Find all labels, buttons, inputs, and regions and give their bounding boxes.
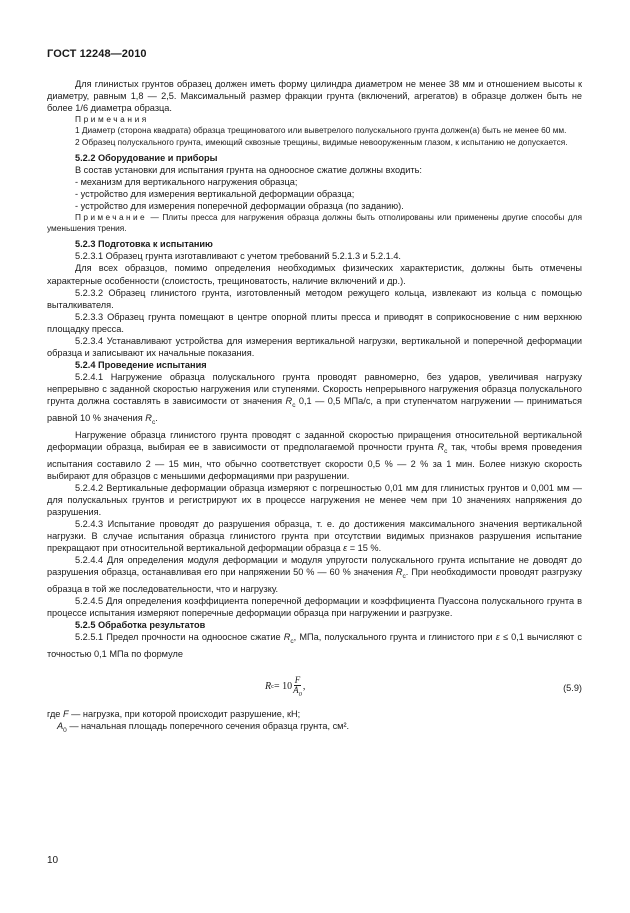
note-label: Примечание	[75, 211, 148, 222]
list-item-3: - устройство для измерения поперечной деформации образца (по заданию).	[75, 200, 404, 211]
note-text: — Плиты пресса для нагружения образца должны быть отполированы или применены другие способы для уменьшения трения.	[47, 211, 582, 234]
paragraph-5-2-3-2: 5.2.3.2 Образец глинистого грунта, изготовленный методом режущего кольца, извлекают из кольца с помощью выталкивателя.	[47, 287, 582, 310]
paragraph-5-2-3-1: 5.2.3.1 Образец грунта изготавливают с учетом требований 5.2.1.3 и 5.2.1.4.	[75, 251, 401, 262]
symbol-epsilon: ε	[343, 543, 348, 553]
paragraph-5-2-3-1b: Для всех образцов, помимо определения необходимых физических характеристик, должны быть отмечены характерные особенности (слоистость, трещиноватость, наличие включений и др.).	[47, 263, 582, 286]
section-heading-5-2-5: 5.2.5 Обработка результатов	[75, 620, 206, 631]
note-equipment	[47, 212, 582, 234]
formula-number: (5.9)	[563, 683, 582, 694]
list-item-1: - механизм для вертикального нагружения образца;	[75, 176, 298, 187]
note-item-2: 2 Образец полускального грунта, имеющий сквозные трещины, видимые невооруженным глазом, к испытанию не допускается.	[75, 136, 568, 147]
paragraph-5-2-4-2: 5.2.4.2 Вертикальные деформации образца измеряют с погрешностью 0,01 мм для глинистых грунтов и 0,001 мм — для полускальных грунтов и регистрируют их в процессе нагружения не менее чем при 10 значениях напряжения до разрушения.	[47, 482, 582, 517]
formula-fraction: $\frac{F}{A_0}$	[293, 675, 302, 698]
paragraph-5-2-5-1: 5.2.5.1 Предел прочности на одноосное сжатие $R_c$, МПа, полускального грунта и глинистого при ε ≤ 0,1 вычисляют с точностью 0,1 МПа по формуле	[47, 632, 582, 660]
note-item-1: 1 Диаметр (сторона квадрата) образца трещиноватого или выветрелого полускального грунта должен(а) быть не менее 60 мм.	[75, 125, 567, 136]
paragraph-5-2-3-4: 5.2.3.4 Устанавливают устройства для измерения вертикальной нагрузки, вертикальной и поперечной деформации образца и записывают их начальные показания.	[47, 335, 582, 358]
paragraph-5-2-4-3: 5.2.4.3 Испытание проводят до разрушения образца, т. е. до достижения максимального значения вертикальной нагрузки. В случае испытания образца глинистого грунта при отсутствии видимых признаков разрушения испытание прекращают при относительной вертикальной деформации образца ε = 15 %.	[47, 518, 582, 553]
page-number: 10	[47, 855, 59, 866]
symbol-r: R	[395, 567, 403, 578]
section-heading-5-2-4: 5.2.4 Проведение испытания	[75, 359, 207, 370]
list-item-2: - устройство для измерения вертикальной деформации образца;	[75, 188, 355, 199]
formula-row	[47, 672, 582, 702]
section-heading-5-2-2: 5.2.2 Оборудование и приборы	[75, 152, 218, 163]
formula-legend	[47, 708, 582, 737]
paragraph-intro: Для глинистых грунтов образец должен иметь форму цилиндра диаметром не менее 38 мм и отношением высоты к диаметру, равным 1,8 — 2,5. Максимальный размер фракции грунта (включений, агрегатов) в образце должен быть не более 1/6 диаметра образца.	[47, 79, 582, 114]
formula-5-9: R c = 10 $\frac{F}{A_0}$ ,	[265, 675, 306, 698]
document-header: ГОСТ 12248—2010	[47, 48, 147, 60]
paragraph-5-2-4-1b: Нагружение образца глинистого грунта проводят с заданной скоростью приращения относительной вертикальной деформации образца, выбирая ее в зависимости от предполагаемой прочности грунта $R_c$ так, чтобы время проведения испытания составило 2 — 15 мин, что обычно соответствует скорости 0,5 % — 2 % за 1 мин. Более низкую скорость выбирают для образцов с меньшими деформациями при разрушении.	[47, 429, 582, 481]
legend-row-f: где F — нагрузка, при которой происходит разрушение, кН;	[47, 709, 301, 720]
symbol-r: R	[145, 412, 152, 423]
paragraph-5-2-4-1: 5.2.4.1 Нагружение образца полускального грунта проводят равномерно, без ударов, увеличивая нагрузку непрерывно с заданной скоростью нагружения или ступенями. Скорость непрерывного нагружения образца полускального грунта должна составлять в зависимости от значения $R_c$ 0,1 — 0,5 МПа/с, а при ступенчатом нагружении — приниматься равной 10 % значения $R_c$.	[47, 371, 583, 426]
paragraph-5-2-2: В состав установки для испытания грунта на одноосное сжатие должны входить:	[75, 164, 422, 175]
note-title: Примечания	[75, 114, 149, 125]
legend-row-a0: $A_0$ — начальная площадь поперечного сечения образца грунта, см².	[57, 721, 350, 734]
symbol-r: R	[437, 441, 445, 452]
paragraph-5-2-4-4: 5.2.4.4 Для определения модуля деформации и модуля упругости полускального грунта испытание не доводят до разрушения образца, останавливая его при напряжении 50 % — 60 % значения $R_c$. При необходимости проводят разгрузку образца в той же последовательности, что и нагрузку.	[47, 555, 582, 594]
symbol-r: R	[285, 396, 293, 406]
symbol-epsilon: ε	[495, 632, 500, 643]
page-body	[47, 78, 582, 737]
paragraph-5-2-4-5: 5.2.4.5 Для определения коэффициента поперечной деформации и коэффициента Пуассона полускального грунта в процессе испытания измеряют поперечные деформации образца при нагружении и разгрузке.	[47, 596, 582, 619]
section-heading-5-2-3: 5.2.3 Подготовка к испытанию	[75, 239, 213, 250]
symbol-r: R	[283, 632, 291, 643]
paragraph-5-2-3-3: 5.2.3.3 Образец грунта помещают в центре опорной плиты пресса и приводят в соприкосновение с ним верхнюю площадку пресса.	[47, 311, 582, 334]
